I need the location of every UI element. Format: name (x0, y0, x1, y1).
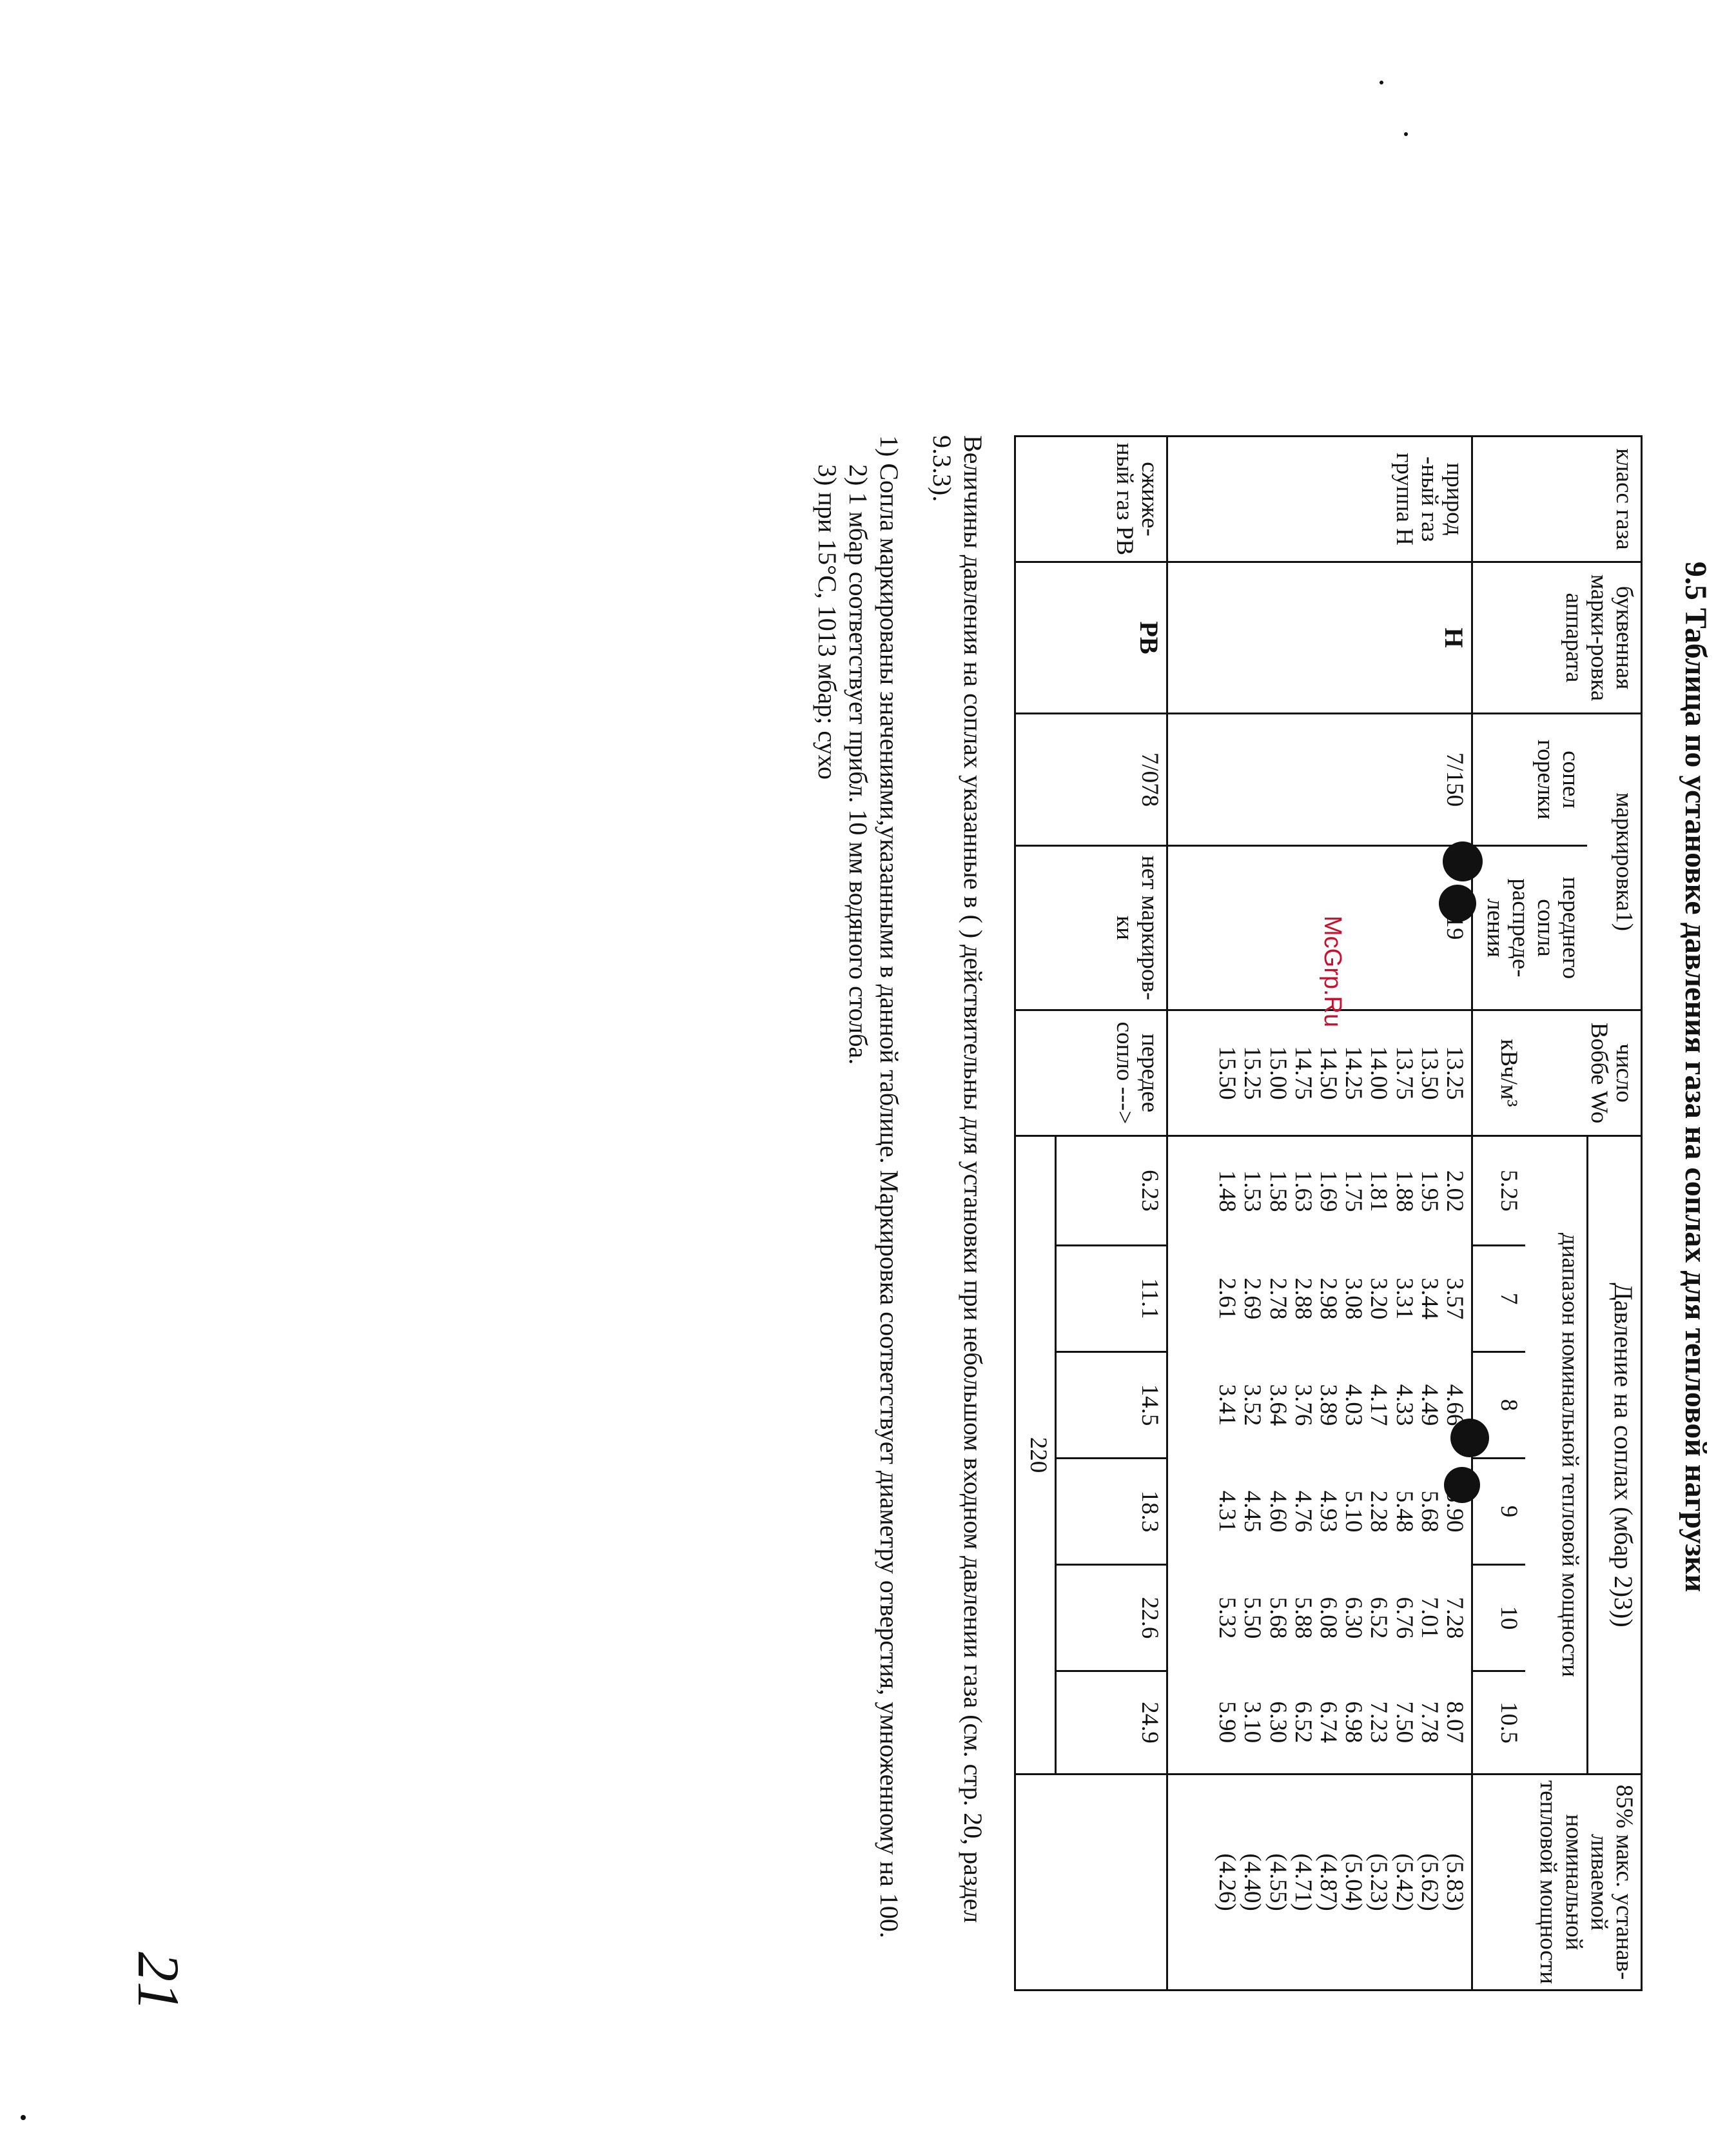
document-title: 9.5 Таблица по установке давления газа на соплах для тепловой нагрузки (1678, 561, 1713, 1592)
header-gas-class: класс газа (1472, 436, 1641, 562)
lpg-value: 14.5 (1055, 1352, 1167, 1458)
lpg-value: 18.3 (1055, 1458, 1167, 1564)
nozzle-pressure-table (1014, 435, 1643, 1991)
pressure-values: 3.57 3.44 3.31 3.20 3.08 2.98 2.88 2.78 2.69 2.61 (1213, 1277, 1468, 1319)
power-value: 9 (1472, 1458, 1525, 1564)
power-value: 10 (1472, 1564, 1525, 1671)
lpg-front-nozzle: нет маркиров-ки (1015, 845, 1167, 1010)
pressure-note: Величины давления на соплах указанные в ( ) действительны для установки при небольшом входном давлении газа (см. стр. 20, раздел 9.3.3). (927, 435, 988, 1923)
pressure-column-10 (1167, 1564, 1472, 1671)
pressure-values: 7.28 7.01 6.76 6.52 6.30 6.08 5.88 5.68 5.50 5.32 (1213, 1597, 1468, 1638)
footnotes (812, 342, 904, 2018)
pressure-column-7 (1167, 1245, 1472, 1352)
lpg-wobbe: передее сопло ---> (1015, 1010, 1167, 1135)
max-85-column (1167, 1774, 1472, 1990)
natural-gas-wobbe-column (1167, 1010, 1472, 1135)
lpg-common-value: 220 (1015, 1135, 1055, 1774)
pressure-values: 5.90 5.68 5.48 2.28 5.10 4.93 4.76 4.60 4.45 4.31 (1213, 1490, 1468, 1532)
power-value: 5.25 (1472, 1135, 1525, 1245)
lpg-class: сжиже-ный газ PB (1015, 436, 1167, 562)
header-burner-nozzle: сопел горелки (1472, 713, 1587, 845)
pressure-column-10-5 (1167, 1671, 1472, 1774)
lpg-value: 6.23 (1055, 1135, 1167, 1245)
power-value: 8 (1472, 1352, 1525, 1458)
pressure-column-9 (1167, 1458, 1472, 1564)
natural-gas-device: H (1167, 562, 1472, 713)
header-device-marking: буквенная марки-ровка аппарата (1472, 562, 1641, 713)
lpg-value: 11.1 (1055, 1245, 1167, 1352)
page-number: 21 (126, 1952, 191, 2011)
header-wobbe-number: число Воббе Wo (1525, 1010, 1641, 1135)
scan-speck (21, 2115, 26, 2120)
lpg-value: 22.6 (1055, 1564, 1167, 1671)
natural-gas-class: природ -ный газ группа H (1167, 436, 1472, 562)
scan-speck (1380, 81, 1383, 84)
header-marking-group: маркировка1) (1587, 713, 1641, 1010)
power-value: 10.5 (1472, 1671, 1525, 1774)
header-max-85: 85% макс. устанав-ливаемой номинальной тепловой мощности (1472, 1774, 1641, 1990)
footnote-2: 2) 1 мбар соответствует прибл. 10 мм водяного столба. (843, 464, 873, 1065)
rotated-page-content (705, 110, 1736, 2044)
header-pressure-group: Давление на соплах (мбар 2)3)) (1587, 1135, 1641, 1774)
header-front-nozzle: переднего сопла распреде-ления (1472, 845, 1587, 1010)
pressure-values: 2.02 1.95 1.88 1.81 1.75 1.69 1.63 1.58 1.53 1.48 (1213, 1170, 1468, 1212)
lpg-burner-nozzle: 7/078 (1015, 713, 1167, 845)
pressure-values: 4.66 4.49 4.33 4.17 4.03 3.89 3.76 3.64 3.52 3.41 (1213, 1384, 1468, 1426)
pressure-column-5-25 (1167, 1135, 1472, 1245)
wobbe-values: 13.25 13.50 13.75 14.00 14.25 14.50 14.75 15.00 15.25 15.50 (1213, 1045, 1468, 1100)
lpg-device: PB (1015, 562, 1167, 713)
power-value: 7 (1472, 1245, 1525, 1352)
header-power-range: диапазон номинальной тепловой мощности (1525, 1135, 1587, 1774)
lpg-value: 24.9 (1055, 1671, 1167, 1774)
header-wobbe-unit: кВч/м³ (1472, 1010, 1525, 1135)
natural-gas-burner-nozzle: 7/150 (1167, 713, 1472, 845)
max-85-values: (5.83) (5.62) (5.42) (5.23) (5.04) (4.87) (4.71) (4.55) (4.40) (4.26) (1213, 1853, 1468, 1911)
lpg-max-85-empty (1015, 1774, 1167, 1990)
footnote-3: 3) при 15°С, 1013 мбар; сухо (812, 464, 842, 780)
pressure-column-8 (1167, 1352, 1472, 1458)
watermark: McGrp.Ru (1318, 915, 1346, 1027)
pressure-values: 8.07 7.78 7.50 7.23 6.98 6.74 6.52 6.30 3.10 5.90 (1213, 1700, 1468, 1743)
natural-gas-front-nozzle: 19 (1167, 845, 1472, 1010)
footnote-1: 1) Сопла маркированы значениями,указанными в данной таблице. Маркировка соответствует диаметру отверстия, умноженному на 100. (874, 435, 904, 1938)
